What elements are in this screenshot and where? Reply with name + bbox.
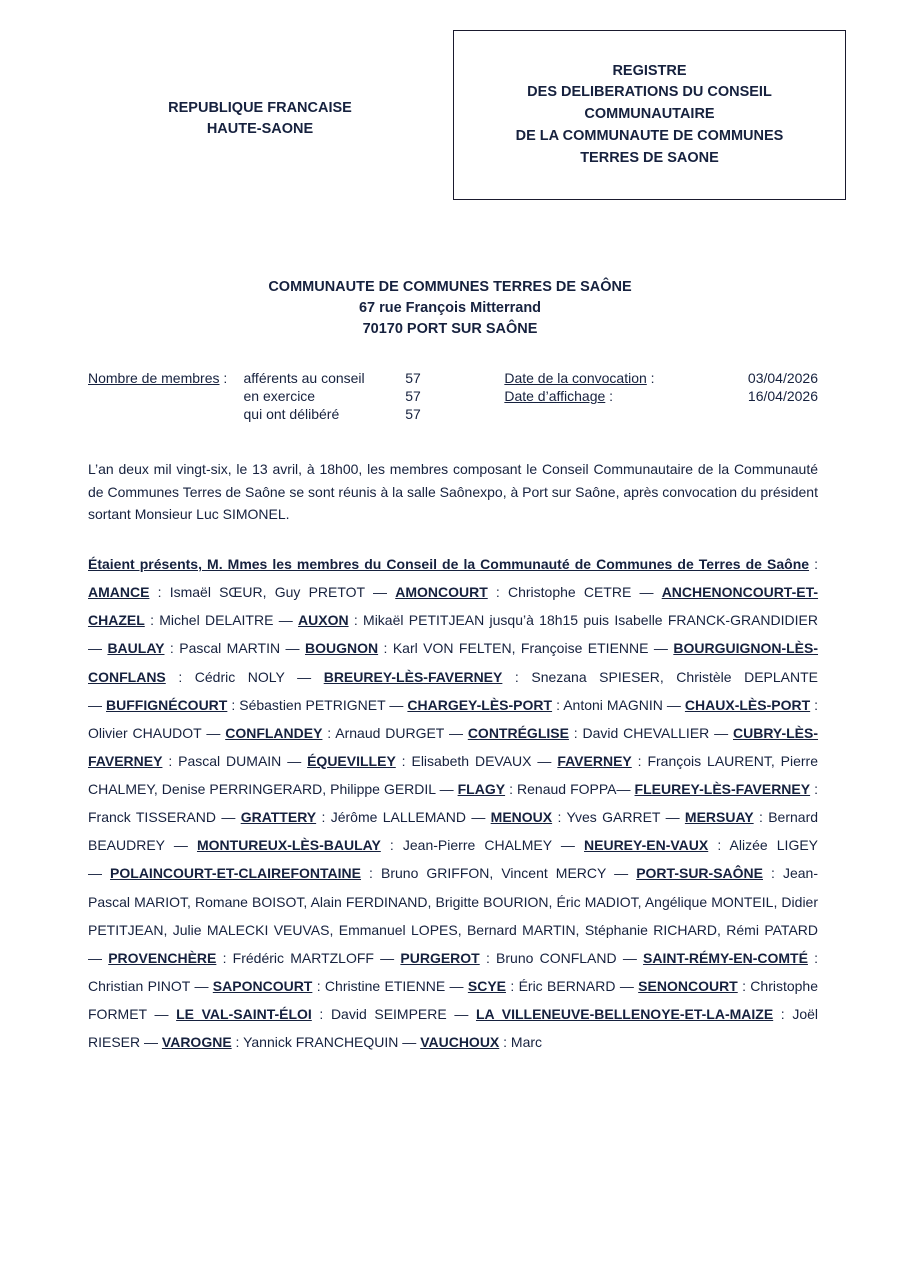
commune-delegates: : Christine ETIENNE <box>312 977 450 994</box>
commune-delegates: : Ismaël SŒUR, Guy PRETOT <box>149 584 374 601</box>
entry-separator: — <box>194 977 213 994</box>
entry-separator: — <box>448 724 468 741</box>
members-colon: : <box>219 370 228 386</box>
registre-line-1: REGISTRE <box>612 62 687 79</box>
commune-name: MERSUAY <box>684 809 754 826</box>
commune-delegates: : Antoni MAGNIN <box>552 696 667 713</box>
address-line-3: 70170 PORT SUR SAÔNE <box>362 321 538 338</box>
meta-table <box>88 370 818 424</box>
entry-separator: — <box>278 612 299 629</box>
intro-paragraph: L’an deux mil vingt-six, le 13 avril, à 18h00, les membres composant le Conseil Communautaire de la Communauté de Communes Terres de Saône se sont réunis à la salle Saônexpo, à Port sur Saône, après convocation du président sortant Monsieur Luc SIMONEL. <box>88 461 818 523</box>
entry-separator: — <box>206 724 226 741</box>
commune-name: LA VILLENEUVE-BELLENOYE-ET-LA-MAIZE <box>475 1006 774 1022</box>
commune-delegates: : Frédéric MARTZLOFF <box>216 949 381 966</box>
republic-line-1: REPUBLIQUE FRANCAISE <box>168 100 352 116</box>
commune-name: SENONCOURT <box>638 977 738 994</box>
commune-name: PORT-SUR-SAÔNE <box>636 865 763 882</box>
registre-line-2: DES DELIBERATIONS DU CONSEIL COMMUNAUTAIRE <box>527 84 772 123</box>
commune-delegates: : Karl VON FELTEN, Françoise ETIENNE <box>378 640 654 657</box>
convocation-colon: : <box>646 370 655 386</box>
commune-delegates: : Michel DELAITRE <box>144 612 279 629</box>
commune-delegates: : Jean-Pierre CHALMEY <box>380 837 561 854</box>
commune-name: SAINT-RÉMY-EN-COMTÉ <box>643 949 808 966</box>
members-value-2: 57 <box>405 406 421 422</box>
commune-name: SAPONCOURT <box>212 977 313 994</box>
entry-separator: — <box>88 640 108 657</box>
entry-separator: — <box>537 752 558 769</box>
convocation-value: 03/04/2026 <box>747 370 818 386</box>
affichage-colon: : <box>605 388 614 404</box>
commune-delegates: : Jean-Pascal MARIOT, Romane BOISOT, Alain FERDINAND, Brigitte BOURION, Éric MADIOT, Angélique MONTEIL, Didier PETITJEAN, Julie MALECKI VEUVAS, Emmanuel LOPES, Bernard MARTIN, Stéphanie RICHARD, Rémi PATARD <box>88 865 818 938</box>
entry-separator: — <box>380 949 401 966</box>
entry-separator: — <box>88 865 111 882</box>
commune-delegates: : Pascal MARTIN <box>164 640 286 657</box>
commune-name: LE VAL-SAINT-ÉLOI <box>176 1006 312 1022</box>
entry-separator: — <box>714 724 733 741</box>
entry-separator: — <box>173 837 197 854</box>
members-value-0: 57 <box>405 370 421 386</box>
entry-separator: — <box>389 696 408 713</box>
registre-line-3: DE LA COMMUNAUTE DE COMMUNES <box>515 127 784 144</box>
commune-delegates: : Franck TISSERAND <box>88 781 819 826</box>
registre-heading <box>454 61 845 170</box>
members-label: Nombre de membres <box>88 370 220 386</box>
attendees-paragraph <box>88 550 818 1056</box>
commune-delegates: : Yannick FRANCHEQUIN <box>231 1034 403 1051</box>
commune-delegates: : Éric BERNARD <box>506 977 620 994</box>
members-sub-2: qui ont délibéré <box>243 406 340 422</box>
document-header <box>0 30 900 205</box>
entry-separator: — <box>619 977 639 994</box>
registre-box <box>453 30 846 200</box>
entry-separator: — <box>285 640 305 657</box>
commune-name: PURGEROT <box>400 949 480 966</box>
attendees-lead: Étaient présents, M. Mmes les membres du Conseil de la Communauté de Communes de Terres de Saône <box>88 556 810 572</box>
commune-name: FLAGY <box>457 781 506 797</box>
commune-delegates: : Alizée LIGEY <box>708 837 819 854</box>
entry-separator: — <box>622 949 644 966</box>
address-block <box>0 277 900 340</box>
entry-separator: — <box>297 668 324 685</box>
entry-separator: — <box>616 781 635 797</box>
commune-delegates: : Christophe CETRE <box>487 584 640 601</box>
entry-separator: — <box>614 865 637 882</box>
commune-name: NEUREY-EN-VAUX <box>584 837 709 854</box>
entry-separator: — <box>88 949 109 966</box>
commune-name: CONFLANDEY <box>225 724 323 741</box>
commune-delegates: : Elisabeth DEVAUX <box>395 752 538 769</box>
commune-delegates: : Renaud FOPPA <box>505 781 617 797</box>
commune-delegates: : Bernard BEAUDREY <box>88 809 819 854</box>
commune-delegates: : Olivier CHAUDOT <box>88 696 819 741</box>
commune-delegates: : Cédric NOLY <box>165 668 298 685</box>
members-sub-0: afférents au conseil <box>243 370 365 386</box>
commune-name: FLEUREY-LÈS-FAVERNEY <box>634 781 811 797</box>
table-row <box>88 406 818 424</box>
entry-separator: — <box>666 696 685 713</box>
commune-delegates: : Yves GARRET <box>552 809 666 826</box>
entry-separator: — <box>88 696 107 713</box>
commune-name: BUFFIGNÉCOURT <box>106 696 228 713</box>
commune-delegates: : Joël RIESER <box>88 1006 819 1051</box>
commune-name: CHAUX-LÈS-PORT <box>684 696 811 713</box>
commune-delegates: : Snezana SPIESER, Christèle DEPLANTE <box>502 668 818 685</box>
entry-separator: — <box>454 1006 476 1022</box>
commune-delegates: : Marc <box>499 1034 543 1051</box>
commune-delegates: : Jérôme LALLEMAND <box>316 809 472 826</box>
entry-separator: — <box>665 809 685 826</box>
commune-delegates: : Bruno GRIFFON, Vincent MERCY <box>361 865 615 882</box>
commune-name: CHARGEY-LÈS-PORT <box>407 696 553 713</box>
commune-delegates: : François LAURENT, Pierre CHALMEY, Denise PERRINGERARD, Philippe GERDIL <box>88 752 818 797</box>
commune-delegates: : Christophe FORMET <box>88 977 819 1022</box>
commune-name: BREUREY-LÈS-FAVERNEY <box>323 668 503 685</box>
convocation-label: Date de la convocation <box>504 370 647 386</box>
commune-name: AMONCOURT <box>395 584 488 601</box>
commune-delegates: : David SEIMPERE <box>311 1006 455 1022</box>
commune-name: ÉQUEVILLEY <box>307 752 396 769</box>
commune-delegates: : Bruno CONFLAND <box>479 949 623 966</box>
entry-separator: — <box>471 809 491 826</box>
entry-separator: — <box>449 977 468 994</box>
entry-separator: — <box>221 809 241 826</box>
commune-name: MENOUX <box>490 809 553 826</box>
address-line-2: 67 rue François Mitterrand <box>358 300 542 317</box>
commune-name: VAROGNE <box>161 1034 232 1051</box>
republic-heading <box>90 98 430 140</box>
commune-name: SCYE <box>467 977 506 994</box>
attendees-lead-colon: : <box>809 556 818 572</box>
commune-name: BAULAY <box>107 640 165 657</box>
republic-line-2: HAUTE-SAONE <box>206 121 314 138</box>
entry-separator: — <box>373 584 396 601</box>
members-sub-1: en exercice <box>243 388 316 404</box>
attendees-list <box>88 584 818 1050</box>
commune-name: BOURGUIGNON-LÈS-CONFLANS <box>88 640 819 685</box>
table-row <box>88 370 818 388</box>
commune-name: PROVENCHÈRE <box>108 949 217 966</box>
commune-name: ANCHENONCOURT-ET-CHAZEL <box>88 584 819 629</box>
commune-name: AUXON <box>298 612 349 629</box>
entry-separator: — <box>154 1006 177 1022</box>
commune-delegates: : Christian PINOT <box>88 949 819 994</box>
commune-delegates: : David CHEVALLIER <box>568 724 715 741</box>
registre-line-4: TERRES DE SAONE <box>580 149 719 166</box>
affichage-label: Date d’affichage <box>504 388 606 404</box>
entry-separator: — <box>439 781 458 797</box>
address-line-1: COMMUNAUTE DE COMMUNES TERRES DE SAÔNE <box>268 279 632 295</box>
commune-delegates: : Sébastien PETRIGNET <box>227 696 390 713</box>
commune-name: AMANCE <box>88 584 150 601</box>
entry-separator: — <box>653 640 674 657</box>
entry-separator: — <box>560 837 585 854</box>
entry-separator: — <box>402 1034 421 1051</box>
members-value-1: 57 <box>405 388 421 404</box>
commune-name: CONTRÉGLISE <box>467 724 569 741</box>
spacer-cell <box>459 370 504 388</box>
commune-name: BOUGNON <box>304 640 379 657</box>
commune-delegates: : Pascal DUMAIN <box>162 752 288 769</box>
commune-name: POLAINCOURT-ET-CLAIREFONTAINE <box>110 865 362 882</box>
entry-separator: — <box>639 584 662 601</box>
commune-name: FAVERNEY <box>557 752 632 769</box>
entry-separator: — <box>144 1034 162 1051</box>
table-row <box>88 388 818 406</box>
commune-name: VAUCHOUX <box>420 1034 500 1051</box>
commune-name: CUBRY-LÈS-FAVERNEY <box>88 724 819 769</box>
affichage-value: 16/04/2026 <box>747 388 818 404</box>
entry-separator: — <box>287 752 308 769</box>
commune-name: GRATTERY <box>240 809 317 826</box>
commune-name: MONTUREUX-LÈS-BAULAY <box>196 837 381 854</box>
commune-delegates: : Arnaud DURGET <box>322 724 449 741</box>
commune-delegates: : Mikaël PETITJEAN jusqu’à 18h15 puis Isabelle FRANCK-GRANDIDIER <box>348 612 818 629</box>
